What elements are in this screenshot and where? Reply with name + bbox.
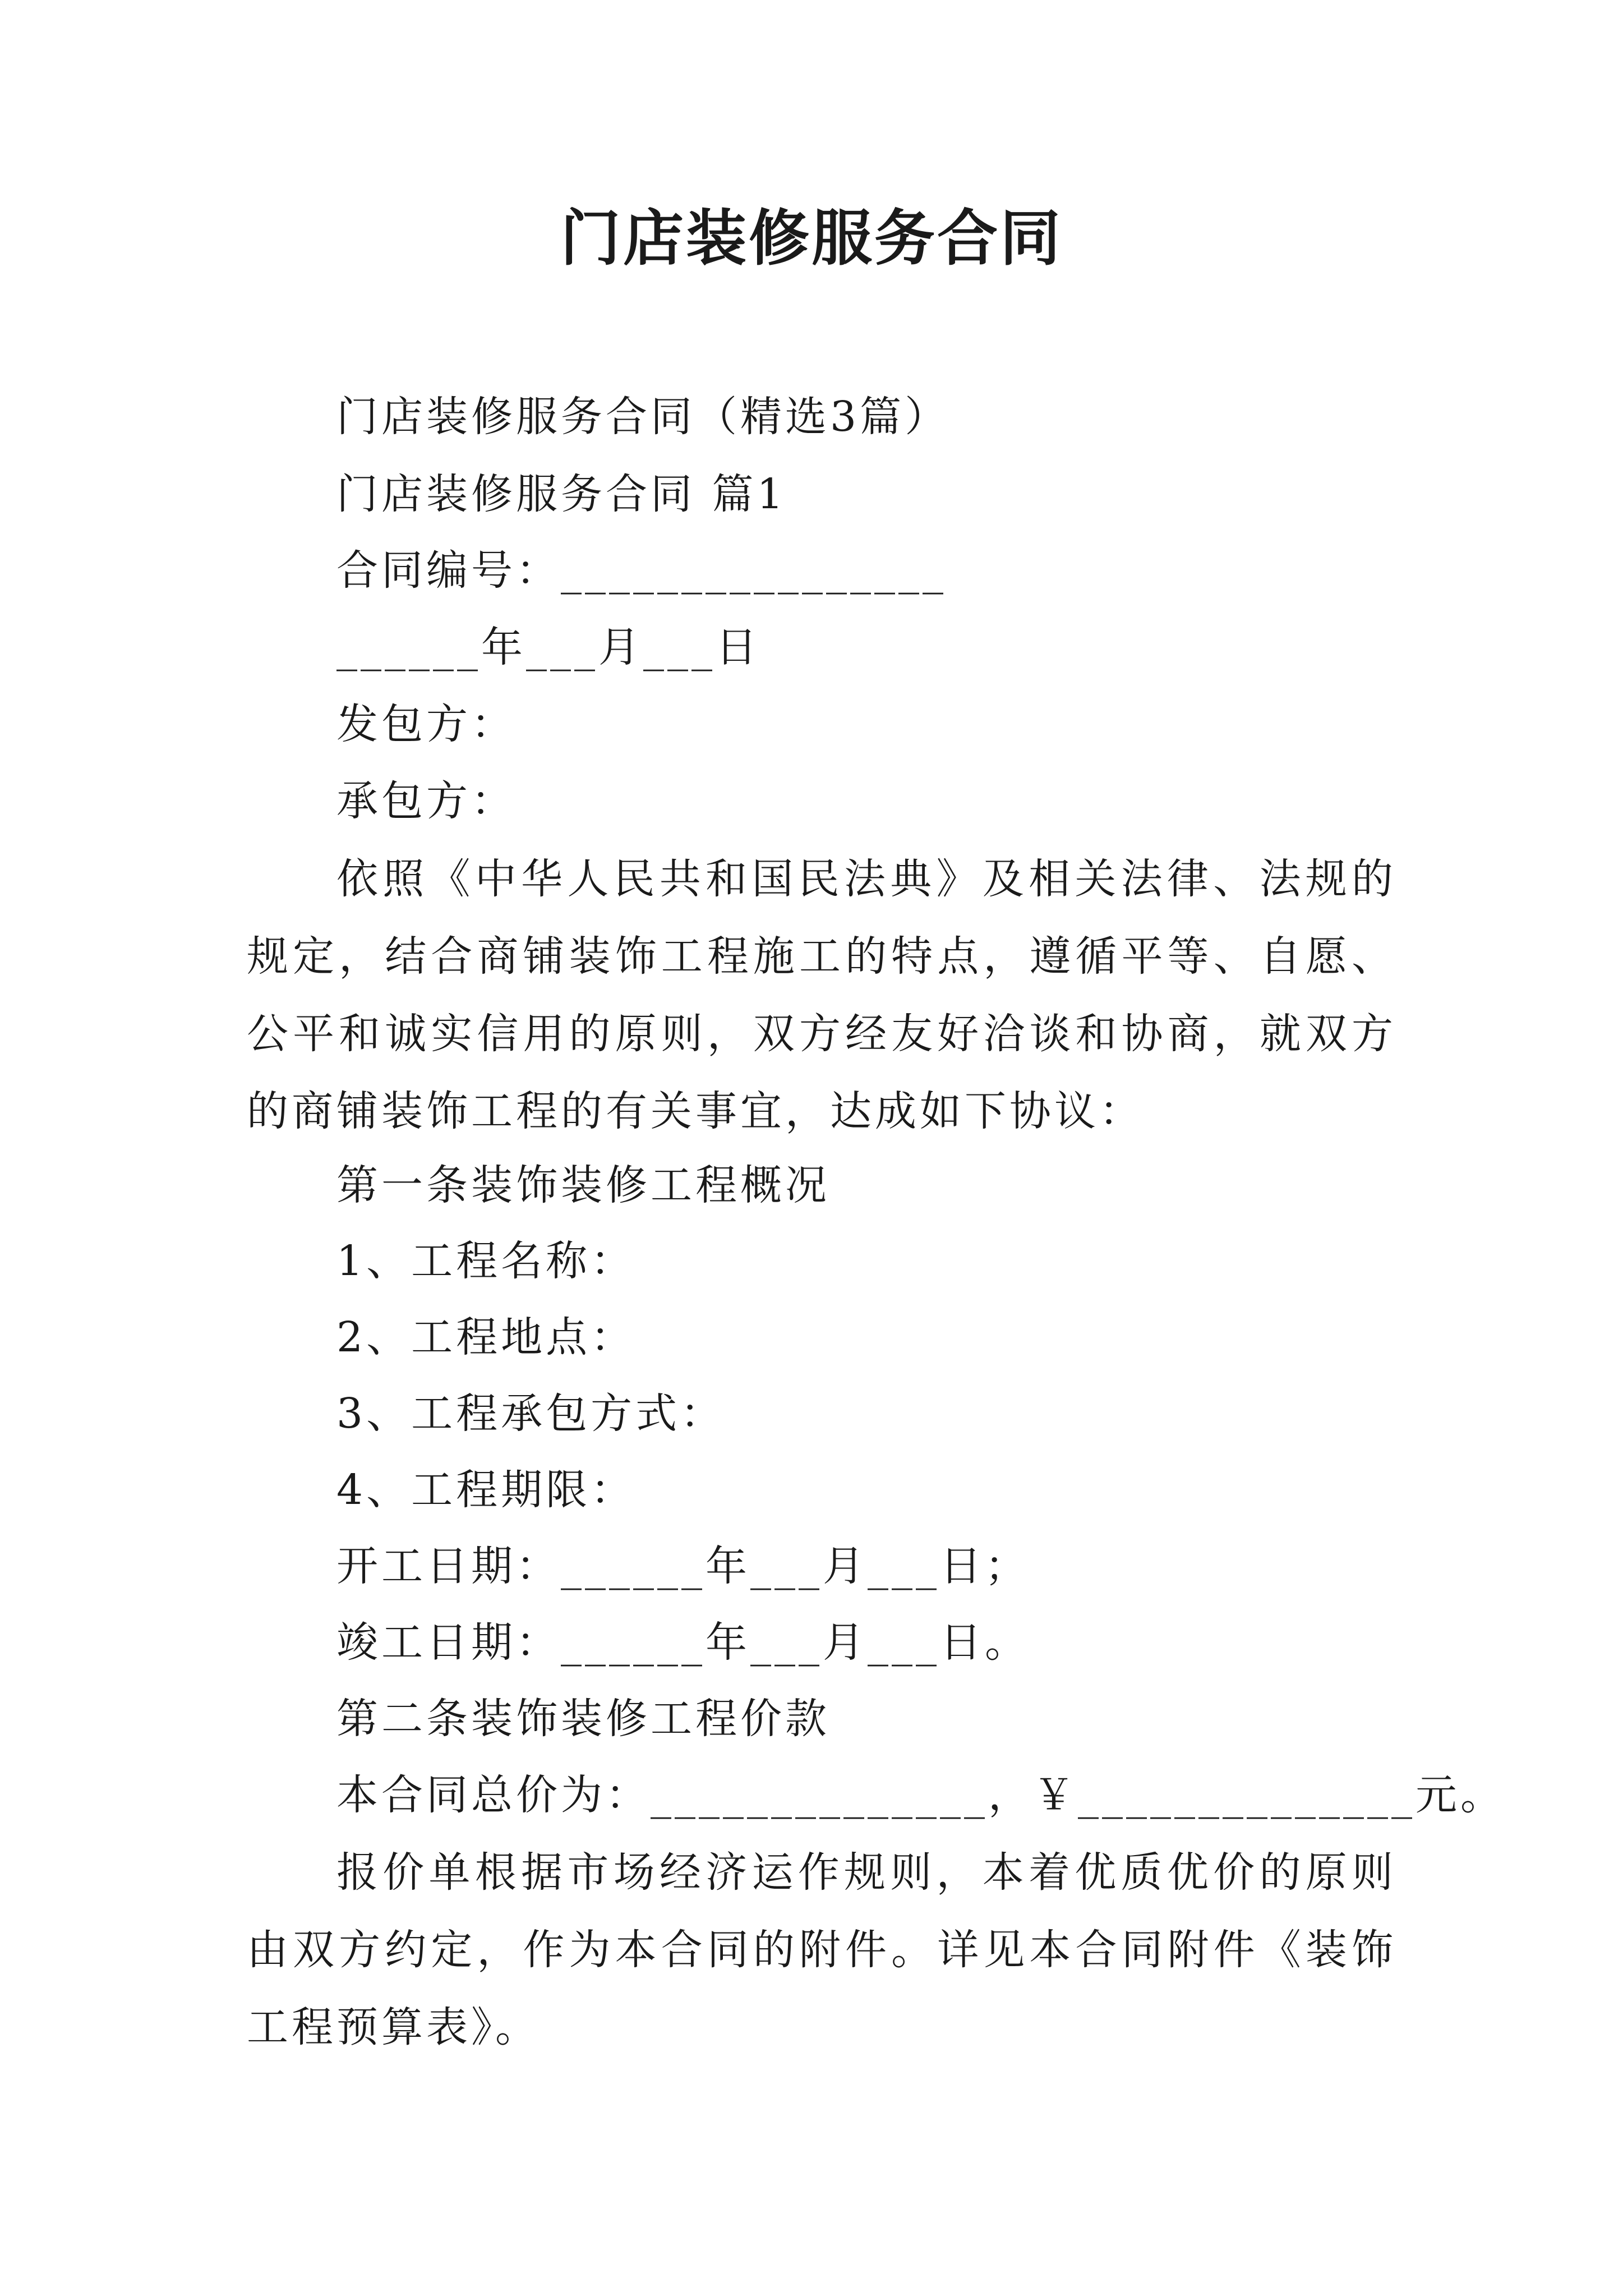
quotation-paragraph: 报价单根据市场经济运作规则，本着优质优价的原则由双方约定，作为本合同的附件。详见本合同附件《装饰工程预算表》。: [247, 1848, 1396, 2051]
contractor-field: 承包方：: [336, 777, 516, 825]
employer-field: 发包方：: [336, 700, 516, 748]
section-1-heading: 第一条装饰装修工程概况: [336, 1161, 830, 1209]
contracting-method-item: 3、工程承包方式：: [336, 1389, 726, 1438]
project-location-item: 2、工程地点：: [336, 1313, 636, 1361]
intro-paragraph: 依照《中华人民共和国民法典》及相关法律、法规的规定，结合商铺装饰工程施工的特点，遵循平等、自愿、公平和诚实信用的原则，双方经友好洽谈和协商，就双方的商铺装饰工程的有关事宜，达成如下协议：: [247, 855, 1396, 1135]
subtitle-selected: 门店装修服务合同（精选3篇）: [336, 393, 950, 441]
document-title: 门店装修服务合同: [560, 203, 1063, 274]
contract-number-field: 合同编号：________________: [336, 546, 947, 595]
total-price-field: 本合同总价为：______________，￥______________元。: [336, 1771, 1505, 1819]
completion-date-field: 竣工日期：______年___月___日。: [336, 1618, 1030, 1667]
section-2-heading: 第二条装饰装修工程价款: [336, 1695, 830, 1743]
subtitle-part-1: 门店装修服务合同 篇1: [336, 470, 787, 518]
project-term-item: 4、工程期限：: [336, 1466, 636, 1514]
contract-date-field: ______年___月___日: [336, 623, 760, 671]
project-name-item: 1、工程名称：: [336, 1237, 636, 1285]
start-date-field: 开工日期：______年___月___日；: [336, 1542, 1030, 1590]
